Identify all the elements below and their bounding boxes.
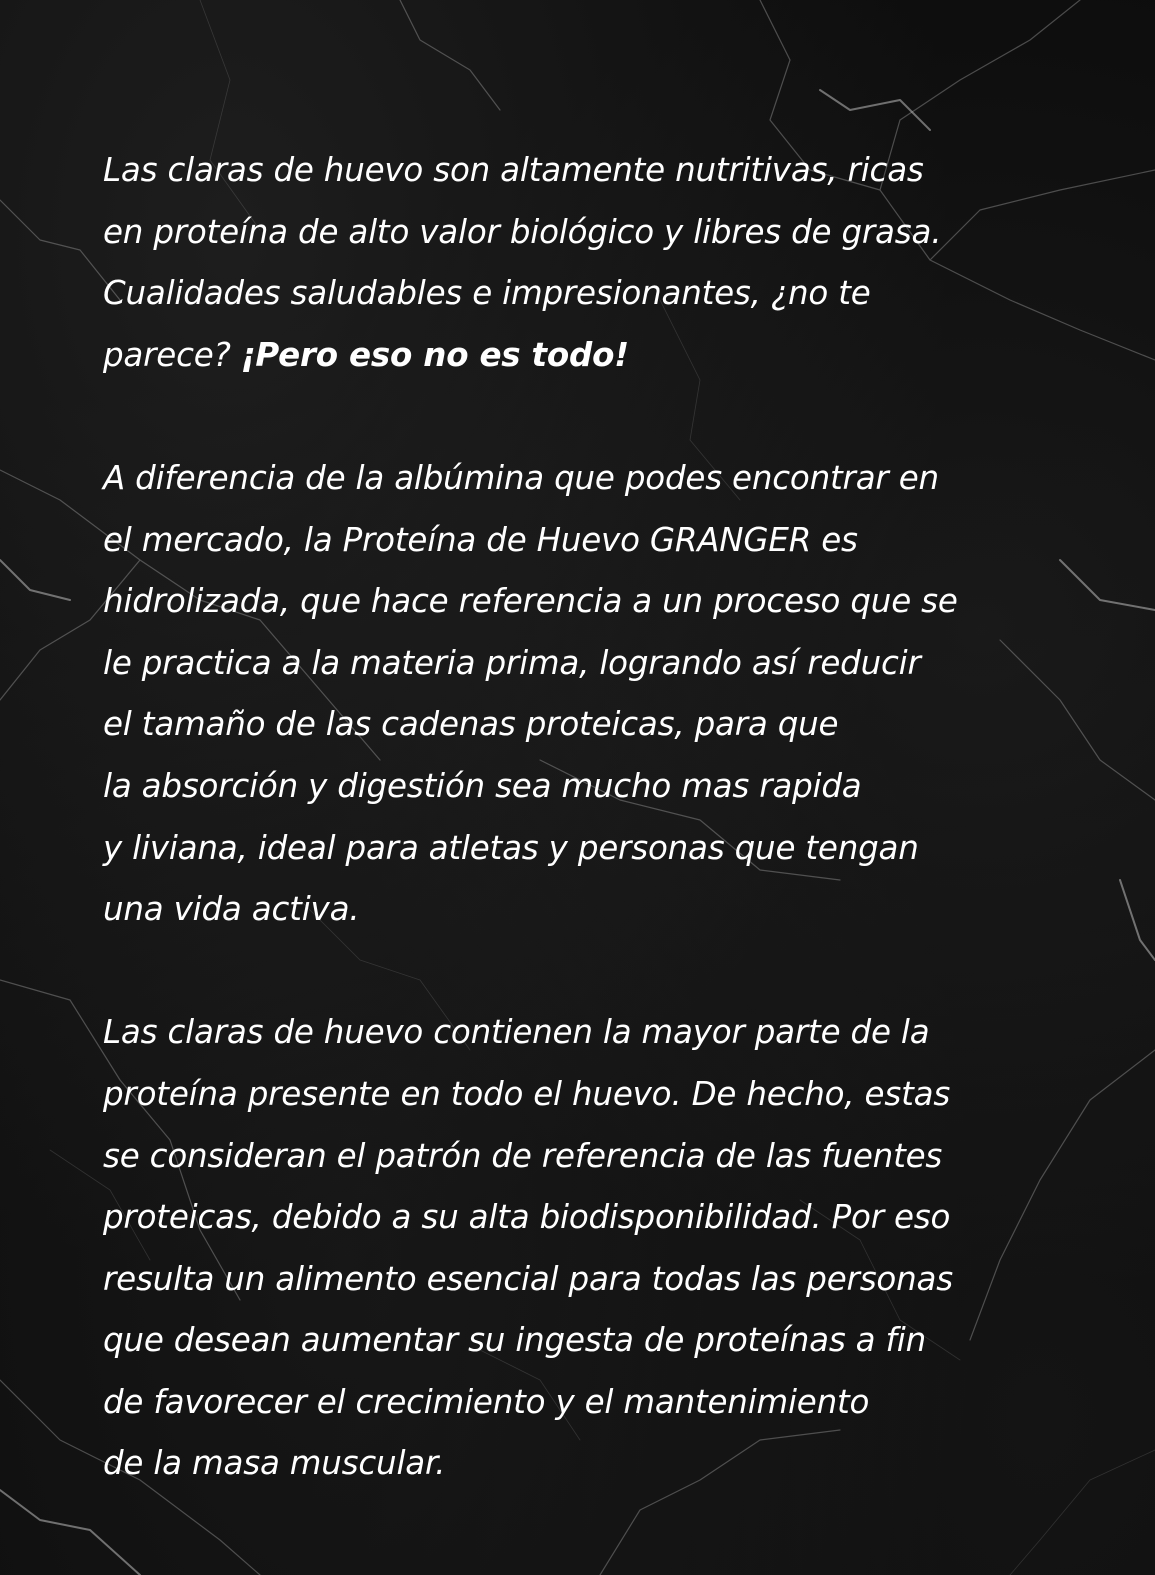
text-line: le practica a la materia prima, logrando así reducir bbox=[103, 643, 921, 682]
text-line: Las claras de huevo son altamente nutritivas, ricas bbox=[103, 151, 924, 189]
description-text bbox=[103, 140, 1093, 1495]
text-line: Cualidades saludables e impresionantes, ¿no te bbox=[103, 274, 871, 313]
text-line: una vida activa. bbox=[103, 890, 360, 929]
text-line: en proteína de alto valor biológico y libres de grasa. bbox=[103, 212, 942, 251]
text-line: el mercado, la Proteína de Huevo GRANGER es bbox=[103, 520, 858, 559]
text-line-with-emphasis bbox=[103, 325, 1093, 387]
text-line: parece? bbox=[103, 335, 241, 374]
text-line: de la masa muscular. bbox=[103, 1444, 446, 1483]
text-line: hidrolizada, que hace referencia a un proceso que se bbox=[103, 582, 958, 621]
paragraph-protein bbox=[103, 1002, 1093, 1495]
text-line: Las claras de huevo contienen la mayor parte de la bbox=[103, 1013, 930, 1052]
paragraph-intro bbox=[103, 140, 1093, 386]
paragraph-hydrolyzed bbox=[103, 448, 1093, 941]
text-line: de favorecer el crecimiento y el mantenimiento bbox=[103, 1382, 870, 1421]
text-line: y liviana, ideal para atletas y personas que tengan bbox=[103, 828, 919, 867]
text-line: el tamaño de las cadenas proteicas, para que bbox=[103, 705, 839, 744]
text-line: la absorción y digestión sea mucho mas rapida bbox=[103, 766, 862, 805]
text-line: se consideran el patrón de referencia de las fuentes bbox=[103, 1136, 943, 1175]
text-line: que desean aumentar su ingesta de proteínas a fin bbox=[103, 1321, 926, 1360]
text-line: resulta un alimento esencial para todas las personas bbox=[103, 1259, 953, 1298]
text-line: proteicas, debido a su alta biodisponibilidad. Por eso bbox=[103, 1198, 951, 1237]
text-line: A diferencia de la albúmina que podes encontrar en bbox=[103, 458, 939, 497]
emphasis-text: ¡Pero eso no es todo! bbox=[240, 335, 629, 374]
text-line: proteína presente en todo el huevo. De hecho, estas bbox=[103, 1074, 951, 1113]
